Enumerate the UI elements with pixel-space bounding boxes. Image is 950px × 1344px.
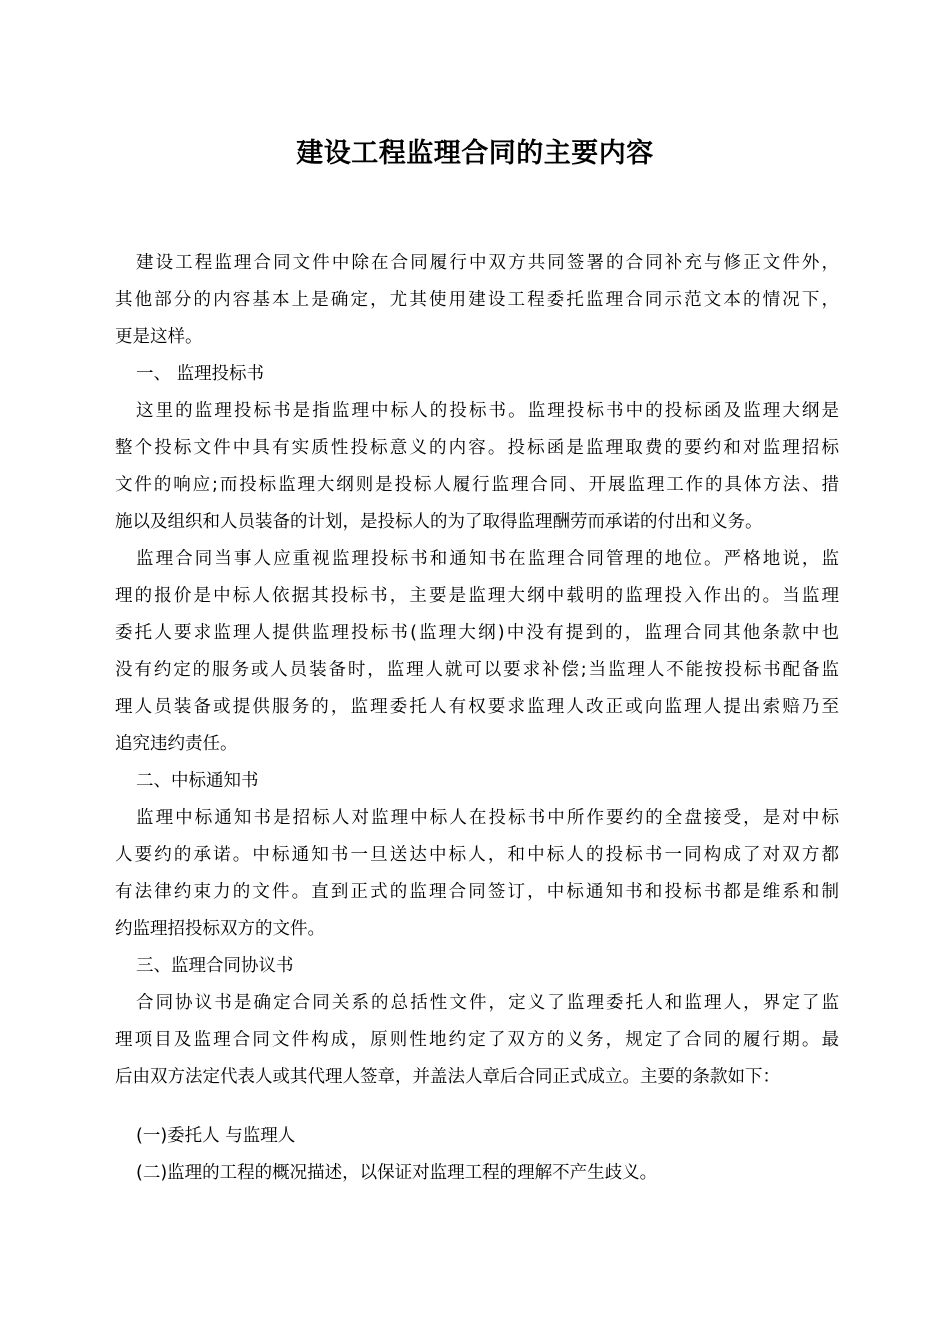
paragraph-line: 追究违约责任。: [115, 734, 238, 754]
paragraph-line: 监理合同当事人应重视监理投标书和通知书在监理合同管理的地位。严格地说，监: [136, 549, 839, 569]
paragraph-line: 其他部分的内容基本上是确定，尤其使用建设工程委托监理合同示范文本的情况下，: [115, 290, 839, 310]
paragraph-line: 文件的响应;而投标监理大纲则是投标人履行监理合同、开展监理工作的具体方法、措: [115, 475, 839, 495]
spacer: [115, 1096, 839, 1118]
paragraph-line: 理人员装备或提供服务的，监理委托人有权要求监理人改正或向监理人提出索赔乃至: [115, 697, 839, 717]
document-body: [115, 245, 839, 1192]
paragraph-line: 更是这样。: [115, 327, 203, 347]
paragraph: [115, 393, 839, 541]
paragraph-line: 没有约定的服务或人员装备时，监理人就可以要求补偿;当监理人不能按投标书配备监: [115, 660, 839, 680]
paragraph: [115, 985, 839, 1096]
paragraph-line: 约监理招投标双方的文件。: [115, 919, 325, 939]
section-heading: 三、监理合同协议书: [136, 956, 294, 976]
paragraph-line: 有法律约束力的文件。直到正式的监理合同签订，中标通知书和投标书都是维系和制: [115, 882, 839, 902]
paragraph-line: 合同协议书是确定合同关系的总括性文件，定义了监理委托人和监理人，界定了监: [136, 993, 839, 1013]
section-heading: 一、 监理投标书: [136, 364, 265, 384]
paragraph-line: 理项目及监理合同文件构成，原则性地约定了双方的义务，规定了合同的履行期。最: [115, 1030, 839, 1050]
paragraph-line: 委托人要求监理人提供监理投标书(监理大纲)中没有提到的，监理合同其他条款中也: [115, 623, 839, 643]
paragraph-line: 整个投标文件中具有实质性投标意义的内容。投标函是监理取费的要约和对监理招标: [115, 438, 839, 458]
section-heading: (一)委托人 与监理人: [136, 1126, 296, 1146]
section-heading: 二、中标通知书: [136, 771, 259, 791]
section-heading: (二)监理的工程的概况描述，以保证对监理工程的理解不产生歧义。: [136, 1163, 658, 1183]
paragraph-line: 理的报价是中标人依据其投标书，主要是监理大纲中载明的监理投入作出的。当监理: [115, 586, 839, 606]
paragraph-line: 后由双方法定代表人或其代理人签章，并盖法人章后合同正式成立。主要的条款如下：: [115, 1067, 780, 1087]
paragraph: [115, 541, 839, 763]
document-title: 建设工程监理合同的主要内容: [296, 138, 654, 169]
paragraph-line: 这里的监理投标书是指监理中标人的投标书。监理投标书中的投标函及监理大纲是: [136, 401, 839, 421]
paragraph-line: 施以及组织和人员装备的计划，是投标人的为了取得监理酬劳而承诺的付出和义务。: [115, 512, 763, 532]
paragraph: [115, 245, 839, 356]
paragraph-line: 建设工程监理合同文件中除在合同履行中双方共同签署的合同补充与修正文件外，: [136, 253, 839, 273]
paragraph-line: 监理中标通知书是招标人对监理中标人在投标书中所作要约的全盘接受，是对中标: [136, 808, 839, 828]
paragraph: [115, 800, 839, 948]
paragraph-line: 人要约的承诺。中标通知书一旦送达中标人，和中标人的投标书一同构成了对双方都: [115, 845, 839, 865]
